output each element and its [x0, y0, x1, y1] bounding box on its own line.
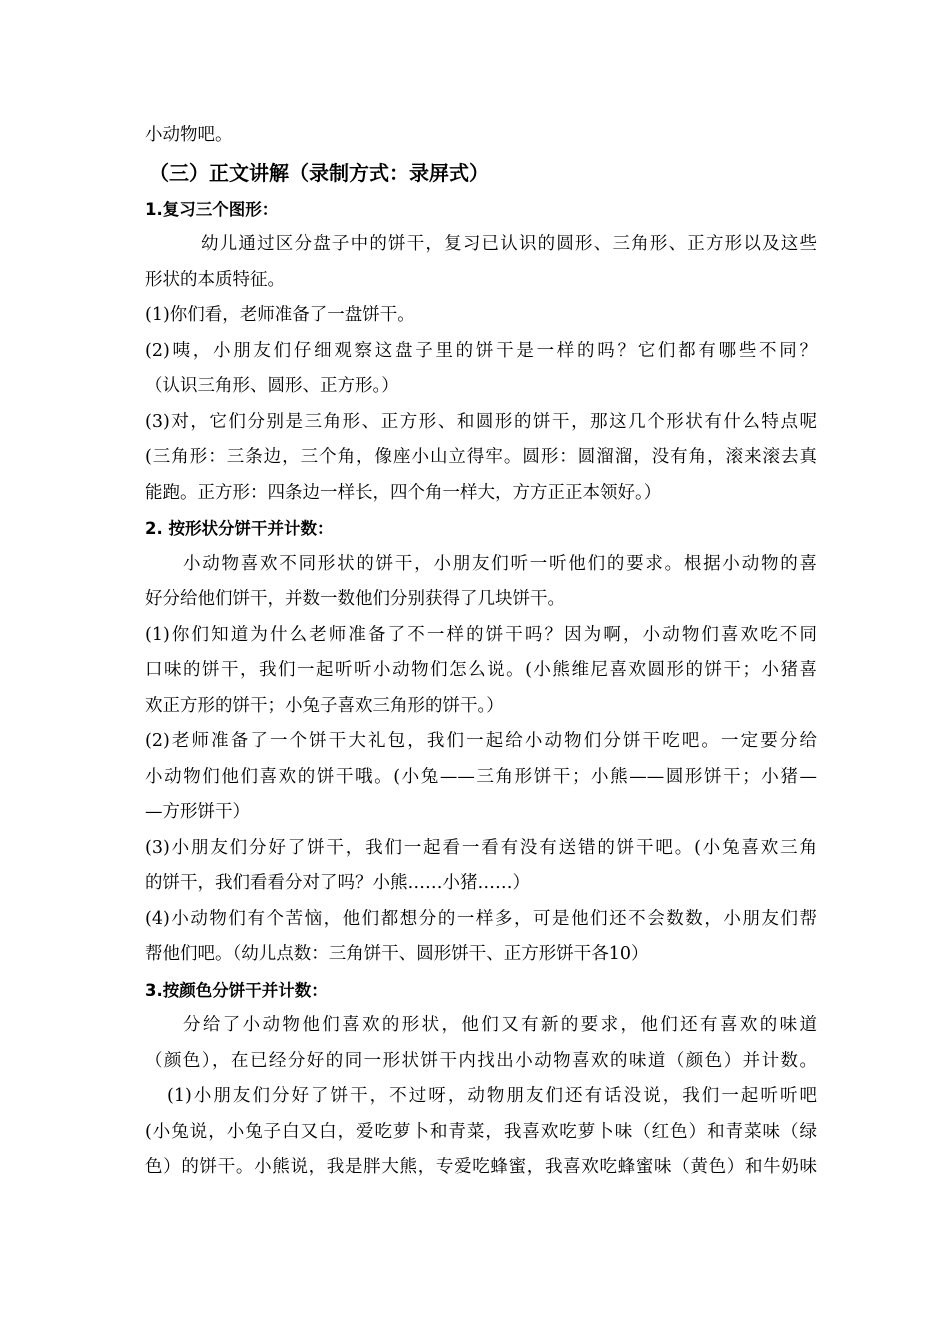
paragraph-line: 形状的本质特征。 [145, 269, 285, 290]
paragraph-line: 分给了小动物他们喜欢的形状，他们又有新的要求，他们还有喜欢的味道 [183, 1015, 817, 1035]
paragraph-line: (4)小动物们有个苦恼，他们都想分的一样多，可是他们还不会数数，小朋友们帮 [145, 908, 817, 929]
paragraph-line: 小动物吧。 [145, 125, 233, 145]
paragraph-line: (1)你们看，老师准备了一盘饼干。 [145, 305, 415, 325]
paragraph-line: 的饼干，我们看看分对了吗？小熊……小猪……） [145, 873, 530, 893]
paragraph-line: 小动物们他们喜欢的饼干哦。(小兔——三角形饼干；小熊——圆形饼干；小猪— [145, 766, 817, 787]
paragraph-line: (3)小朋友们分好了饼干，我们一起看一看有没有送错的饼干吧。(小兔喜欢三角 [145, 837, 817, 858]
paragraph-line: （认识三角形、圆形、正方形。） [145, 376, 399, 396]
subsection-heading: 2. 按形状分饼干并计数： [145, 519, 334, 538]
paragraph-line: (2)咦，小朋友们仔细观察这盘子里的饼干是一样的吗？它们都有哪些不同？ [145, 340, 817, 361]
subsection-heading: 1.复习三个图形： [145, 199, 279, 219]
paragraph-line: 欢正方形的饼干；小兔子喜欢三角形的饼干。） [145, 695, 504, 716]
paragraph-line: (小兔说，小兔子白又白，爱吃萝卜和青菜，我喜欢吃萝卜味（红色）和青菜味（绿 [145, 1121, 817, 1142]
paragraph-line: 能跑。正方形：四条边一样长，四个角一样大，方方正正本领好。） [145, 482, 662, 503]
paragraph-line: (三角形：三条边，三个角，像座小山立得牢。圆形：圆溜溜，没有角，滚来滚去真 [145, 447, 817, 467]
paragraph-line: 好分给他们饼干，并数一数他们分别获得了几块饼干。 [145, 589, 565, 609]
document-page [145, 118, 817, 1186]
paragraph-line: （颜色），在已经分好的同一形状饼干内找出小动物喜欢的味道（颜色）并计数。 [145, 1050, 817, 1071]
paragraph-line: 小动物喜欢不同形状的饼干，小朋友们听一听他们的要求。根据小动物的喜 [183, 553, 817, 574]
paragraph-line: (2)老师准备了一个饼干大礼包，我们一起给小动物们分饼干吃吧。一定要分给 [145, 731, 817, 751]
paragraph-line: (1)小朋友们分好了饼干，不过呀，动物朋友们还有话没说，我们一起听听吧 [167, 1086, 817, 1106]
paragraph-line: 幼儿通过区分盘子中的饼干，复习已认识的圆形、三角形、正方形以及这些 [201, 234, 817, 254]
paragraph-line: 口味的饼干，我们一起听听小动物们怎么说。(小熊维尼喜欢圆形的饼干；小猪喜 [145, 660, 817, 680]
paragraph-line: 色）的饼干。小熊说，我是胖大熊，专爱吃蜂蜜，我喜欢吃蜂蜜味（黄色）和牛奶味 [145, 1157, 817, 1177]
section-heading: （三）正文讲解（录制方式：录屏式） [149, 160, 489, 185]
paragraph-line: (1)你们知道为什么老师准备了不一样的饼干吗？因为啊，小动物们喜欢吃不同 [145, 624, 817, 645]
paragraph-line: 帮他们吧。（幼儿点数：三角饼干、圆形饼干、正方形饼干各10） [145, 944, 649, 964]
paragraph-line: (3)对，它们分别是三角形、正方形、和圆形的饼干，那这几个形状有什么特点呢 [145, 411, 817, 432]
paragraph-line: —方形饼干） [145, 802, 250, 822]
subsection-heading: 3.按颜色分饼干并计数： [145, 980, 328, 1000]
